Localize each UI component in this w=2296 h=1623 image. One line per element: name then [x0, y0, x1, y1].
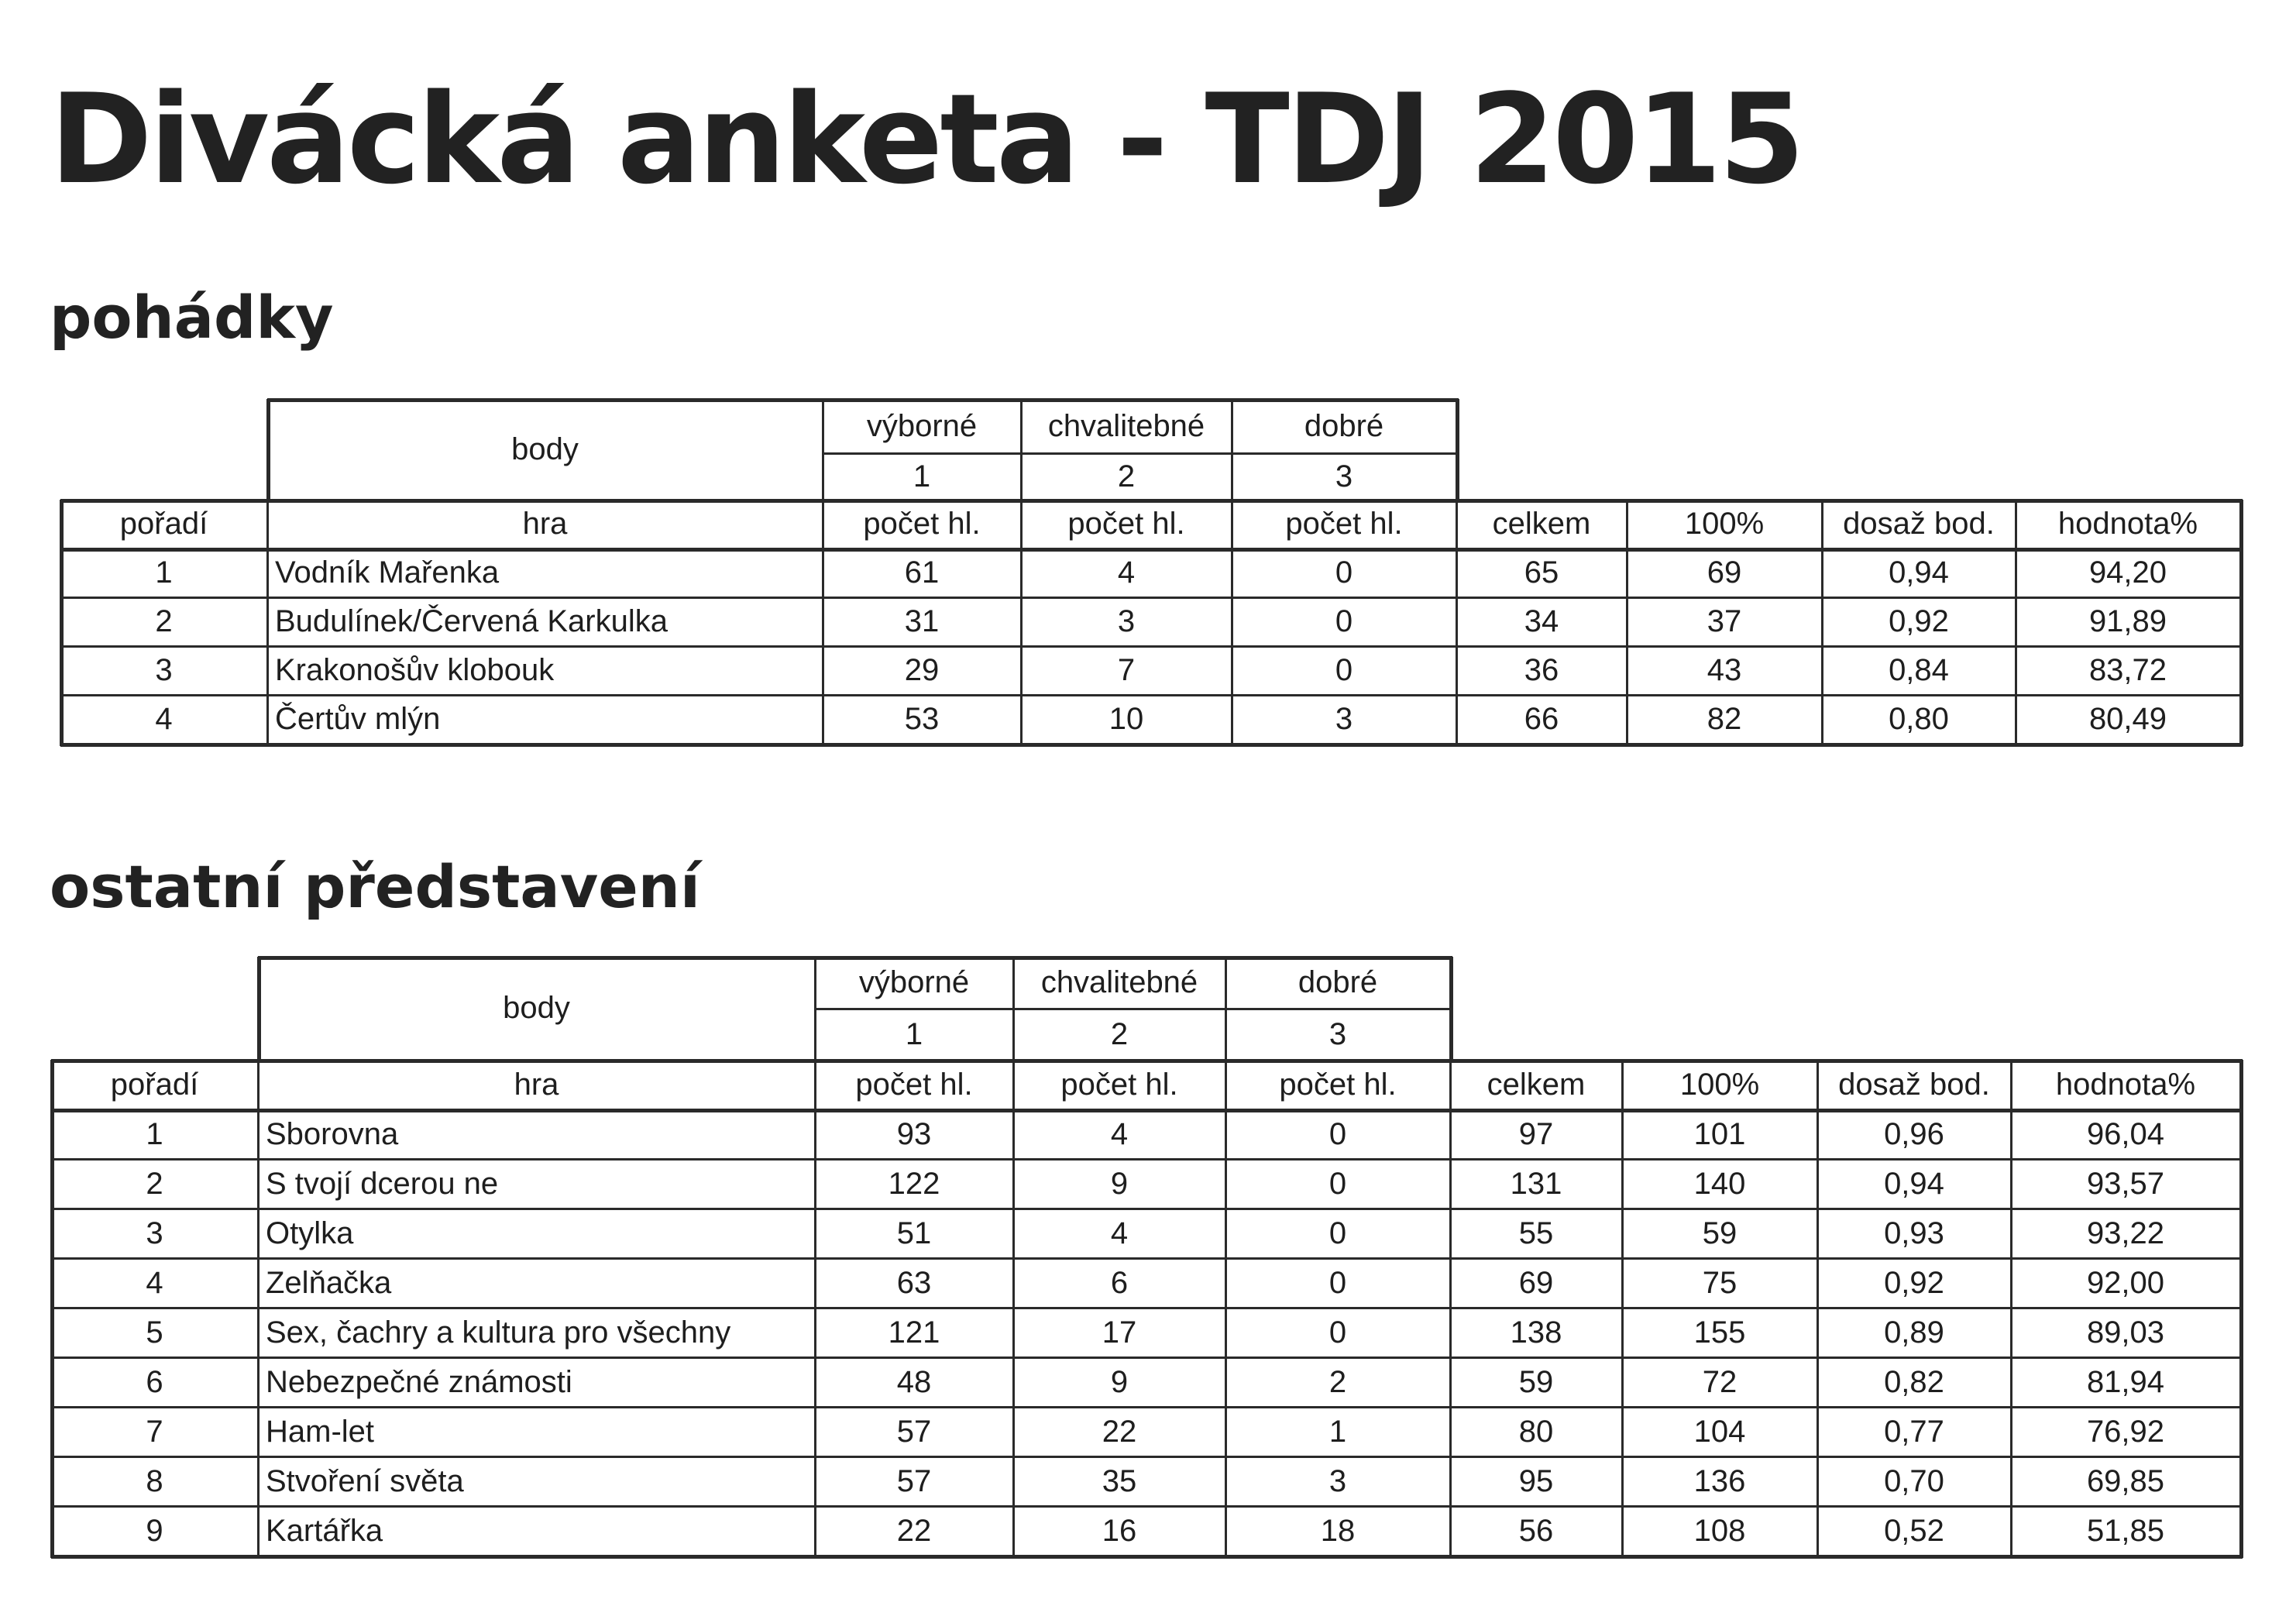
header-level-2: dobré — [1304, 408, 1384, 443]
table-rule — [60, 645, 2243, 648]
cell-value-percent: 81,94 — [2086, 1364, 2165, 1399]
cell-value-percent: 80,49 — [2088, 702, 2167, 736]
cell-achieved-points: 0,77 — [1884, 1414, 1944, 1449]
cell-votes-good: 0 — [1335, 555, 1353, 590]
column-header-votes-good: počet hl. — [1285, 507, 1403, 541]
table-rule — [60, 500, 64, 746]
cell-value-percent: 83,72 — [2088, 653, 2167, 687]
cell-value-percent: 91,89 — [2088, 604, 2167, 638]
table-rule — [60, 597, 2243, 599]
cell-total: 34 — [1524, 604, 1559, 638]
cell-hundred-percent: 69 — [1707, 555, 1742, 590]
column-header-total: celkem — [1487, 1067, 1586, 1102]
table-rule — [1817, 1060, 1819, 1558]
cell-votes-excellent: 22 — [896, 1513, 932, 1548]
column-header-hundred-percent: 100% — [1684, 507, 1765, 541]
table-rule — [266, 500, 269, 746]
table-rule — [51, 1059, 2243, 1063]
cell-votes-praiseworthy: 4 — [1110, 1116, 1129, 1151]
cell-play: Otylka — [266, 1216, 354, 1250]
table-rule — [51, 1158, 2243, 1161]
cell-rank: 4 — [146, 1265, 163, 1300]
cell-votes-good: 0 — [1328, 1265, 1347, 1300]
table-rule — [1626, 500, 1628, 746]
cell-play: S tvojí dcerou ne — [266, 1166, 499, 1201]
table-rule — [1821, 500, 1823, 746]
cell-achieved-points: 0,82 — [1884, 1364, 1944, 1399]
cell-hundred-percent: 104 — [1693, 1414, 1746, 1449]
cell-hundred-percent: 108 — [1693, 1513, 1746, 1548]
table-rule — [822, 500, 824, 746]
cell-votes-good: 2 — [1328, 1364, 1347, 1399]
table-rule — [267, 398, 1459, 402]
header-weight-1: 2 — [1110, 1016, 1129, 1051]
cell-hundred-percent: 37 — [1707, 604, 1742, 638]
table-rule — [60, 499, 2243, 503]
column-header-votes-good: počet hl. — [1279, 1067, 1397, 1102]
table-rule — [266, 399, 270, 502]
header-points: body — [511, 432, 579, 466]
cell-total: 59 — [1518, 1364, 1554, 1399]
cell-total: 69 — [1518, 1265, 1554, 1300]
table-rule — [1020, 399, 1023, 502]
header-weight-0: 1 — [913, 459, 931, 493]
table-rule — [51, 1257, 2243, 1260]
cell-achieved-points: 0,92 — [1889, 604, 1949, 638]
header-weight-0: 1 — [905, 1016, 923, 1051]
cell-votes-praiseworthy: 9 — [1110, 1364, 1129, 1399]
cell-votes-praiseworthy: 4 — [1110, 1216, 1129, 1250]
cell-rank: 1 — [146, 1116, 163, 1151]
page-title: Divácká anketa - TDJ 2015 — [50, 67, 1803, 211]
cell-value-percent: 96,04 — [2086, 1116, 2165, 1151]
header-weight-2: 3 — [1335, 459, 1353, 493]
cell-votes-excellent: 29 — [904, 653, 940, 687]
cell-votes-good: 0 — [1328, 1315, 1347, 1350]
table-rule — [1621, 1060, 1624, 1558]
cell-play: Budulínek/Červená Karkulka — [275, 604, 668, 638]
cell-votes-praiseworthy: 17 — [1102, 1315, 1137, 1350]
table-rule — [2239, 500, 2243, 746]
column-header-votes-excellent: počet hl. — [855, 1067, 973, 1102]
cell-value-percent: 94,20 — [2088, 555, 2167, 590]
column-header-value-percent: hodnota% — [2057, 507, 2198, 541]
cell-votes-good: 3 — [1335, 702, 1353, 736]
column-header-hundred-percent: 100% — [1679, 1067, 1760, 1102]
cell-rank: 6 — [146, 1364, 163, 1399]
column-header-rank: pořadí — [110, 1067, 199, 1102]
table-rule — [51, 1307, 2243, 1309]
table-rule — [258, 956, 1452, 960]
cell-votes-praiseworthy: 10 — [1108, 702, 1144, 736]
cell-votes-good: 0 — [1328, 1116, 1347, 1151]
cell-hundred-percent: 155 — [1693, 1315, 1746, 1350]
cell-rank: 5 — [146, 1315, 163, 1350]
cell-achieved-points: 0,84 — [1889, 653, 1949, 687]
cell-votes-excellent: 122 — [888, 1166, 940, 1201]
cell-value-percent: 69,85 — [2086, 1463, 2165, 1498]
cell-rank: 3 — [146, 1216, 163, 1250]
column-header-votes-praiseworthy: počet hl. — [1060, 1067, 1178, 1102]
header-weight-1: 2 — [1117, 459, 1136, 493]
cell-rank: 4 — [155, 702, 173, 736]
cell-rank: 8 — [146, 1463, 163, 1498]
column-header-achieved-points: dosaž bod. — [1838, 1067, 1990, 1102]
table-rule — [1012, 957, 1015, 1062]
cell-rank: 3 — [155, 653, 173, 687]
cell-achieved-points: 0,92 — [1884, 1265, 1944, 1300]
table-rule — [1225, 1060, 1227, 1558]
cell-value-percent: 89,03 — [2086, 1315, 2165, 1350]
cell-play: Kartářka — [266, 1513, 383, 1548]
cell-total: 56 — [1518, 1513, 1554, 1548]
header-level-0: výborné — [858, 965, 970, 999]
table-rule — [1449, 1060, 1452, 1558]
table-rule — [815, 1008, 1452, 1010]
cell-value-percent: 51,85 — [2086, 1513, 2165, 1548]
cell-rank: 9 — [146, 1513, 163, 1548]
cell-value-percent: 93,57 — [2086, 1166, 2165, 1201]
cell-votes-praiseworthy: 22 — [1102, 1414, 1137, 1449]
cell-achieved-points: 0,93 — [1884, 1216, 1944, 1250]
header-level-1: chvalitebné — [1047, 408, 1205, 443]
cell-votes-excellent: 121 — [888, 1315, 940, 1350]
cell-total: 65 — [1524, 555, 1559, 590]
cell-votes-praiseworthy: 7 — [1117, 653, 1136, 687]
cell-play: Vodník Mařenka — [275, 555, 500, 590]
cell-play: Čertův mlýn — [275, 702, 441, 736]
table-rule — [1225, 957, 1227, 1062]
table-rule — [257, 1060, 260, 1558]
column-header-play: hra — [514, 1067, 559, 1102]
table-rule — [51, 1357, 2243, 1359]
table-rule — [51, 1555, 2243, 1559]
cell-votes-excellent: 63 — [896, 1265, 932, 1300]
cell-hundred-percent: 82 — [1707, 702, 1742, 736]
table-rule — [1449, 957, 1453, 1062]
cell-play: Stvoření světa — [266, 1463, 464, 1498]
table-rule — [51, 1406, 2243, 1408]
cell-total: 36 — [1524, 653, 1559, 687]
cell-value-percent: 93,22 — [2086, 1216, 2165, 1250]
table-rule — [2010, 1060, 2012, 1558]
header-level-0: výborné — [866, 408, 978, 443]
column-header-value-percent: hodnota% — [2055, 1067, 2196, 1102]
cell-achieved-points: 0,96 — [1884, 1116, 1944, 1151]
cell-rank: 2 — [146, 1166, 163, 1201]
cell-rank: 7 — [146, 1414, 163, 1449]
cell-total: 80 — [1518, 1414, 1554, 1449]
table-rule — [2239, 1060, 2243, 1558]
cell-value-percent: 92,00 — [2086, 1265, 2165, 1300]
header-points: body — [503, 991, 570, 1025]
cell-hundred-percent: 59 — [1702, 1216, 1737, 1250]
cell-hundred-percent: 140 — [1693, 1166, 1746, 1201]
table-rule — [814, 957, 816, 1062]
cell-votes-excellent: 57 — [896, 1414, 932, 1449]
table-rule — [1020, 500, 1023, 746]
table-rule — [51, 1456, 2243, 1458]
cell-votes-praiseworthy: 35 — [1102, 1463, 1137, 1498]
table-rule — [51, 1208, 2243, 1210]
cell-votes-praiseworthy: 6 — [1110, 1265, 1129, 1300]
cell-achieved-points: 0,80 — [1889, 702, 1949, 736]
cell-votes-excellent: 93 — [896, 1116, 932, 1151]
column-header-votes-praiseworthy: počet hl. — [1067, 507, 1185, 541]
cell-votes-good: 1 — [1328, 1414, 1347, 1449]
cell-votes-praiseworthy: 9 — [1110, 1166, 1129, 1201]
cell-total: 138 — [1510, 1315, 1562, 1350]
table-rule — [51, 1109, 2243, 1112]
table-rule — [2015, 500, 2017, 746]
cell-hundred-percent: 136 — [1693, 1463, 1746, 1498]
column-header-total: celkem — [1492, 507, 1591, 541]
column-header-achieved-points: dosaž bod. — [1843, 507, 1995, 541]
cell-votes-praiseworthy: 4 — [1117, 555, 1136, 590]
cell-total: 66 — [1524, 702, 1559, 736]
section-title-fairy-tales: pohádky — [50, 283, 334, 352]
cell-play: Nebezpečné známosti — [266, 1364, 572, 1399]
table-rule — [1231, 399, 1233, 502]
column-header-rank: pořadí — [119, 507, 208, 541]
cell-votes-good: 18 — [1320, 1513, 1356, 1548]
table-rule — [823, 452, 1459, 455]
cell-achieved-points: 0,70 — [1884, 1463, 1944, 1498]
cell-votes-good: 0 — [1335, 604, 1353, 638]
table-rule — [257, 957, 261, 1062]
header-level-2: dobré — [1298, 965, 1378, 999]
cell-votes-excellent: 61 — [904, 555, 940, 590]
cell-play: Krakonošův klobouk — [275, 653, 555, 687]
cell-play: Ham-let — [266, 1414, 375, 1449]
cell-hundred-percent: 75 — [1702, 1265, 1737, 1300]
cell-votes-good: 0 — [1335, 653, 1353, 687]
table-rule — [1231, 500, 1233, 746]
cell-votes-good: 0 — [1328, 1216, 1347, 1250]
table-rule — [50, 1060, 54, 1558]
cell-votes-good: 3 — [1328, 1463, 1347, 1498]
cell-total: 55 — [1518, 1216, 1554, 1250]
cell-votes-excellent: 53 — [904, 702, 940, 736]
cell-achieved-points: 0,94 — [1884, 1166, 1944, 1201]
cell-play: Zelňačka — [266, 1265, 392, 1300]
table-rule — [51, 1505, 2243, 1508]
cell-achieved-points: 0,52 — [1884, 1513, 1944, 1548]
column-header-play: hra — [522, 507, 568, 541]
cell-hundred-percent: 101 — [1693, 1116, 1746, 1151]
cell-hundred-percent: 72 — [1702, 1364, 1737, 1399]
table-rule — [814, 1060, 816, 1558]
table-rule — [60, 694, 2243, 696]
table-rule — [60, 548, 2243, 552]
cell-rank: 2 — [155, 604, 173, 638]
table-rule — [1012, 1060, 1015, 1558]
cell-value-percent: 76,92 — [2086, 1414, 2165, 1449]
table-rule — [60, 743, 2243, 747]
table-rule — [1456, 500, 1458, 746]
cell-total: 97 — [1518, 1116, 1554, 1151]
cell-total: 131 — [1510, 1166, 1562, 1201]
column-header-votes-excellent: počet hl. — [863, 507, 981, 541]
cell-votes-excellent: 48 — [896, 1364, 932, 1399]
cell-votes-excellent: 51 — [896, 1216, 932, 1250]
table-rule — [822, 399, 824, 502]
header-level-1: chvalitebné — [1040, 965, 1198, 999]
cell-votes-good: 0 — [1328, 1166, 1347, 1201]
header-weight-2: 3 — [1328, 1016, 1347, 1051]
cell-votes-excellent: 31 — [904, 604, 940, 638]
cell-achieved-points: 0,89 — [1884, 1315, 1944, 1350]
section-title-other-performances: ostatní představení — [50, 852, 700, 921]
cell-play: Sborovna — [266, 1116, 399, 1151]
cell-votes-praiseworthy: 16 — [1102, 1513, 1137, 1548]
cell-rank: 1 — [155, 555, 173, 590]
table-rule — [1456, 399, 1459, 502]
cell-votes-praiseworthy: 3 — [1117, 604, 1136, 638]
cell-total: 95 — [1518, 1463, 1554, 1498]
cell-play: Sex, čachry a kultura pro všechny — [266, 1315, 731, 1350]
cell-achieved-points: 0,94 — [1889, 555, 1949, 590]
cell-votes-excellent: 57 — [896, 1463, 932, 1498]
cell-hundred-percent: 43 — [1707, 653, 1742, 687]
